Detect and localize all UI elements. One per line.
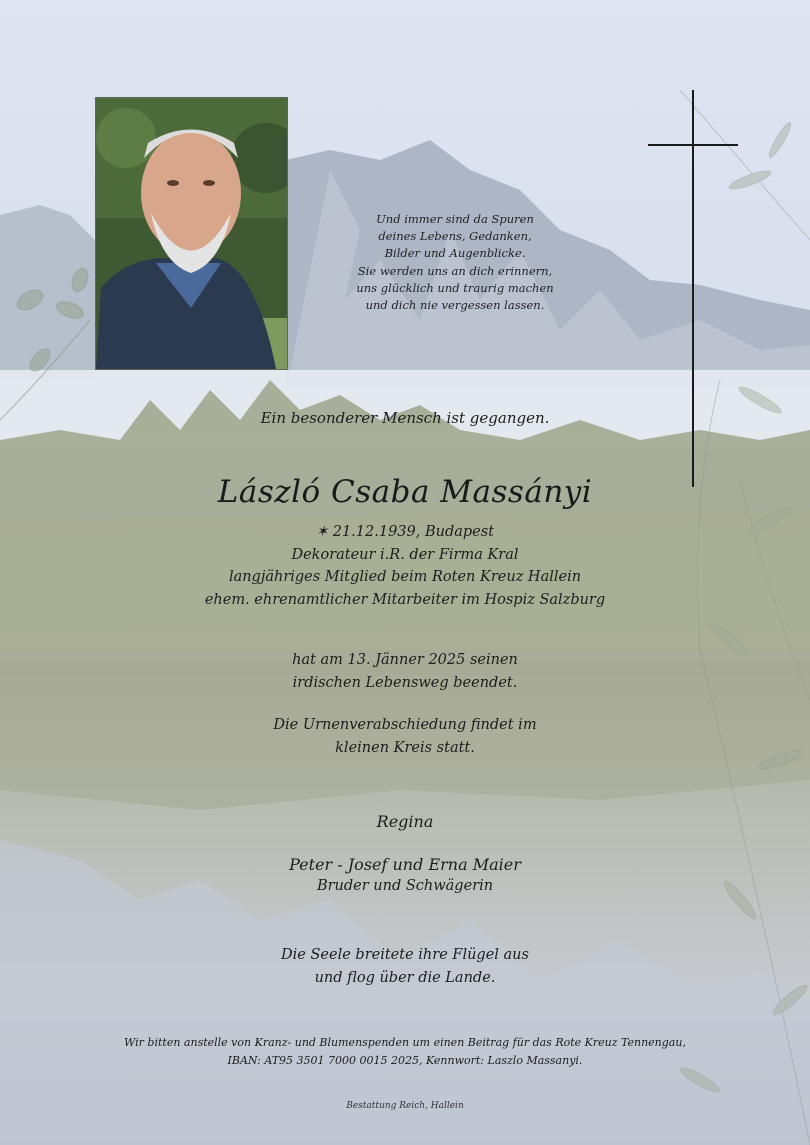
closing-verse-line: Die Seele breitete ihre Flügel aus: [281, 947, 529, 963]
verse-line: Und immer sind da Spuren: [376, 212, 534, 226]
portrait-photo: [95, 97, 288, 370]
verse-line: Sie werden uns an dich erinnern,: [357, 263, 553, 278]
death-line: irdischen Lebensweg beendet.: [292, 674, 518, 691]
mourner-second-relation: Bruder und Schwägerin: [316, 878, 494, 894]
deceased-name: László Csaba Massányi: [217, 474, 593, 510]
verse-block: [325, 211, 585, 314]
volunteer-line: ehem. ehrenamtlicher Mitarbeiter im Hospiz Salzburg: [204, 591, 606, 608]
profession-line: Dekorateur i.R. der Firma Kral: [291, 546, 519, 563]
verse-line: Bilder und Augenblicke.: [384, 246, 526, 261]
closing-verse-line: und flog über die Lande.: [314, 969, 496, 986]
closing-verse: [0, 944, 810, 989]
farewell-line: kleinen Kreis statt.: [335, 739, 475, 756]
farewell-line: Die Urnenverabschiedung findet im: [273, 717, 537, 733]
details-block: [0, 521, 810, 611]
donation-line: IBAN: AT95 3501 7000 0015 2025, Kennwort: Laszlo Massanyi.: [227, 1054, 583, 1067]
death-notice: [0, 649, 810, 694]
verse-line: und dich nie vergessen lassen.: [365, 298, 545, 313]
donation-line: Wir bitten anstelle von Kranz- und Blumenspenden um einen Beitrag für das Rote Kreuz Tennengau,: [124, 1036, 686, 1049]
verse-line: deines Lebens, Gedanken,: [378, 229, 532, 244]
death-line: hat am 13. Jänner 2025 seinen: [292, 652, 518, 668]
membership-line: langjähriges Mitglied beim Roten Kreuz Hallein: [228, 569, 582, 585]
donation-request: [0, 1034, 810, 1070]
mourner-second-name: Peter - Josef und Erna Maier: [289, 855, 521, 874]
mourner-first: Regina: [376, 812, 434, 831]
funeral-home: Bestattung Reich, Hallein: [346, 1101, 464, 1111]
verse-line: uns glücklich und traurig machen: [356, 280, 554, 295]
birth-line: ✶ 21.12.1939, Budapest: [315, 524, 495, 540]
farewell-notice: [0, 714, 810, 759]
intro-text: Ein besonderer Mensch ist gegangen.: [260, 409, 550, 427]
